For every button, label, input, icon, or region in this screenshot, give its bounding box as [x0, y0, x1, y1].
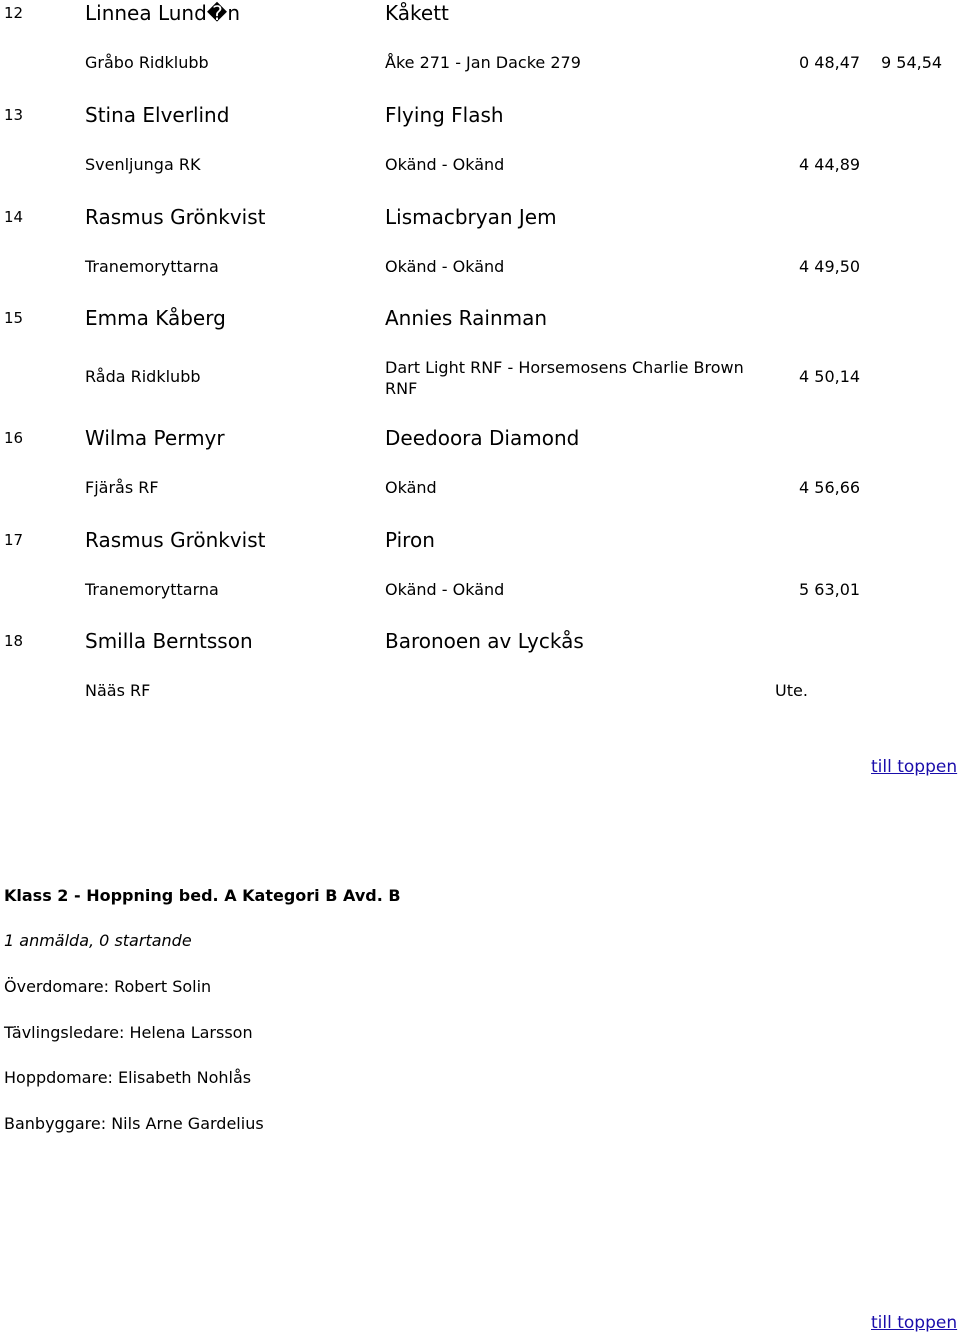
start-number: 12 [4, 4, 24, 22]
rider-name: Emma Kåberg [85, 306, 226, 330]
club-name: Råda Ridklubb [85, 367, 201, 386]
horse-name: Lismacbryan Jem [385, 205, 557, 229]
to-top-link[interactable]: till toppen [871, 757, 958, 777]
result-round-1: 4 56,66 [799, 478, 861, 497]
result-round-1: 4 50,14 [799, 367, 861, 386]
entries-summary: 1 anmälda, 0 startande [4, 931, 192, 950]
club-name: Nääs RF [85, 681, 151, 700]
horse-pedigree: Okänd - Okänd [385, 257, 505, 276]
start-number: 14 [4, 208, 24, 226]
result-round-1: 0 48,47 [799, 53, 861, 72]
horse-name: Baronoen av Lyckås [385, 629, 584, 653]
result-status: Ute. [775, 681, 808, 700]
rider-name: Rasmus Grönkvist [85, 205, 266, 229]
club-name: Tranemoryttarna [85, 257, 219, 276]
rider-name: Linnea Lund�n [85, 1, 240, 25]
judge: Överdomare: Robert Solin [4, 977, 212, 996]
club-name: Fjärås RF [85, 478, 159, 497]
result-round-2: 9 54,54 [881, 53, 943, 72]
horse-pedigree: Okänd - Okänd [385, 155, 505, 174]
rider-name: Rasmus Grönkvist [85, 528, 266, 552]
horse-pedigree: Okänd [385, 478, 437, 497]
competition-leader: Tävlingsledare: Helena Larsson [4, 1023, 253, 1042]
rider-name: Wilma Permyr [85, 426, 225, 450]
start-number: 18 [4, 632, 24, 650]
horse-name: Piron [385, 528, 435, 552]
course-designer: Banbyggare: Nils Arne Gardelius [4, 1114, 264, 1133]
club-name: Svenljunga RK [85, 155, 201, 174]
horse-pedigree: Dart Light RNF - Horsemosens Charlie Brown RNF [385, 358, 744, 398]
start-number: 13 [4, 106, 24, 124]
horse-name: Annies Rainman [385, 306, 548, 330]
horse-pedigree: Åke 271 - Jan Dacke 279 [385, 53, 581, 72]
horse-name: Flying Flash [385, 103, 504, 127]
start-number: 15 [4, 309, 24, 327]
start-number: 16 [4, 429, 24, 447]
rider-name: Stina Elverlind [85, 103, 230, 127]
horse-name: Deedoora Diamond [385, 426, 580, 450]
start-number: 17 [4, 531, 24, 549]
class-title: Klass 2 - Hoppning bed. A Kategori B Avd. B [4, 886, 401, 905]
result-round-1: 5 63,01 [799, 580, 861, 599]
rider-name: Smilla Berntsson [85, 629, 253, 653]
club-name: Gråbo Ridklubb [85, 53, 209, 72]
result-round-1: 4 44,89 [799, 155, 861, 174]
result-round-1: 4 49,50 [799, 257, 861, 276]
horse-name: Kåkett [385, 1, 449, 25]
club-name: Tranemoryttarna [85, 580, 219, 599]
horse-pedigree: Okänd - Okänd [385, 580, 505, 599]
to-top-link-bottom[interactable]: till toppen [871, 1313, 958, 1333]
jump-judge: Hoppdomare: Elisabeth Nohlås [4, 1068, 252, 1087]
